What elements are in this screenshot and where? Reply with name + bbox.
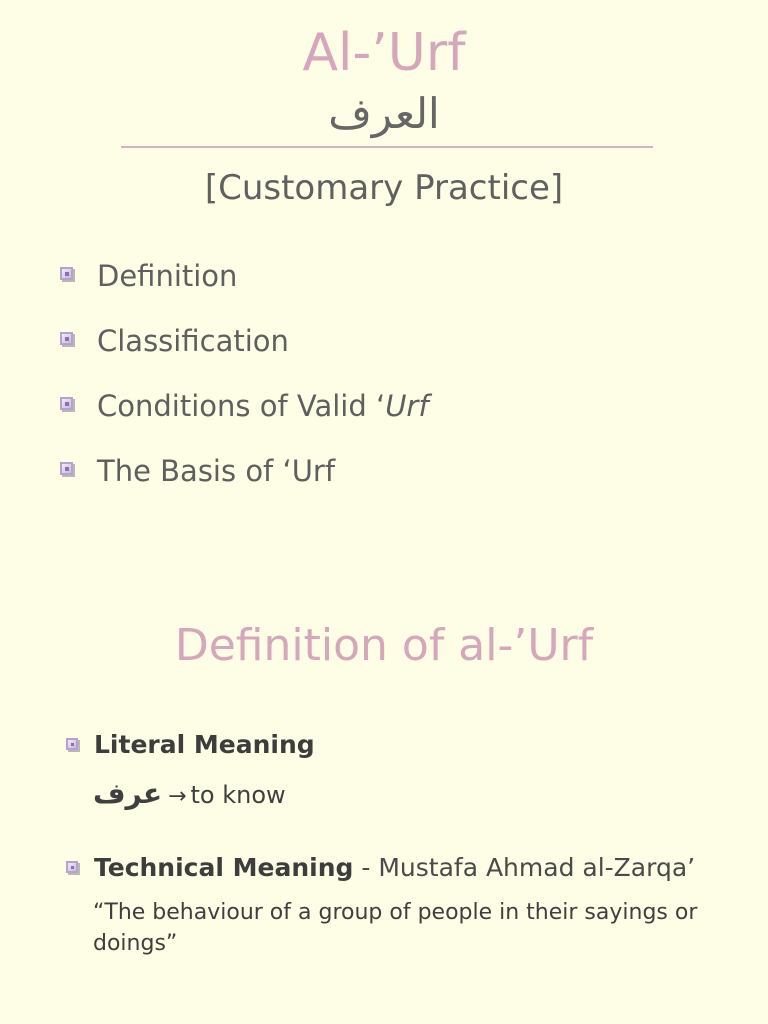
list-item-label: Classification: [97, 324, 289, 358]
square-bullet-icon: [60, 332, 73, 345]
technical-meaning-heading: Technical Meaning: [94, 853, 354, 882]
heading-separator: -: [353, 853, 379, 882]
square-bullet-icon: [66, 738, 78, 750]
literal-meaning-body: [93, 776, 286, 815]
title-divider: [121, 146, 653, 148]
slide-title: Definition of al-’Urf: [174, 620, 594, 671]
list-item-label: The Basis of ‘Urf: [97, 454, 336, 488]
technical-meaning-author: Mustafa Ahmad al-Zarqa’: [378, 853, 696, 882]
slide-definition: [0, 600, 768, 1024]
literal-meaning-item: [66, 728, 315, 762]
square-bullet-icon: [60, 267, 73, 280]
technical-meaning-item: [66, 851, 695, 885]
square-bullet-icon: [66, 861, 78, 873]
square-bullet-icon: [60, 462, 73, 475]
list-item-label: Definition: [97, 259, 238, 293]
slide-title: Al-’Urf: [302, 23, 466, 83]
literal-meaning-text: to know: [190, 781, 286, 809]
list-item-label: Conditions of Valid ‘: [97, 389, 386, 423]
slide-subtitle: [Customary Practice]: [204, 168, 564, 208]
right-arrow-icon: →: [168, 784, 187, 809]
square-bullet-icon: [60, 397, 73, 410]
technical-definition-quote: “The behaviour of a group of people in their sayings or doings”: [93, 900, 698, 956]
literal-meaning-heading: Literal Meaning: [94, 730, 315, 759]
list-item-basis: [60, 449, 429, 514]
list-item-italic-term: Urf: [385, 389, 429, 423]
list-item-definition: [60, 254, 429, 319]
arabic-root-word: عرف: [93, 777, 163, 810]
topic-list: [60, 254, 429, 514]
list-item-classification: [60, 319, 429, 384]
arabic-title: العرف: [328, 89, 440, 138]
list-item-conditions: [60, 384, 429, 449]
